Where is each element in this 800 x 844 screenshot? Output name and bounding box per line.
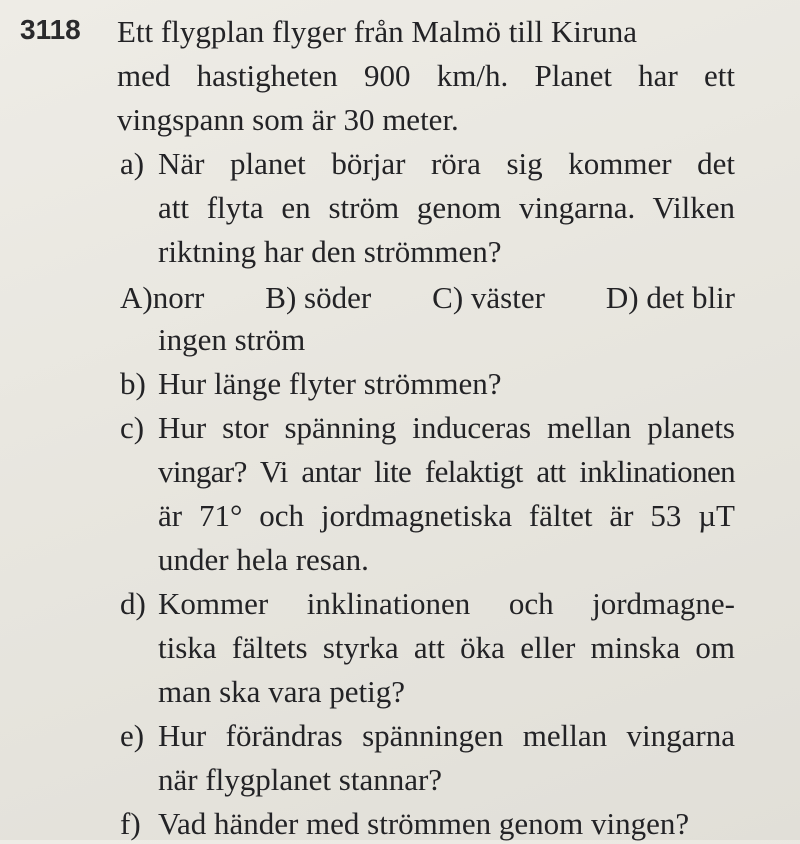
part-e-line-1: Hur förändras spänningen mellan vingarna: [158, 718, 735, 753]
part-d-line-2: tiska fältets styrka att öka eller minska om: [158, 630, 735, 665]
part-a-line-1: När planet börjar röra sig kommer det: [158, 146, 735, 181]
part-e-label: e): [120, 718, 145, 753]
problem-number: 3118: [20, 14, 81, 45]
intro-text-1: Ett flygplan flyger från Malmö till Kiruna: [117, 14, 637, 49]
part-f-line-1: Vad händer med strömmen genom vingen?: [158, 806, 690, 841]
intro-line-2: med hastigheten 900 km/h. Planet har ett: [117, 58, 735, 93]
part-a-options: [120, 278, 735, 318]
part-d-line-3: man ska vara petig?: [158, 674, 406, 709]
part-b-label: b): [120, 366, 146, 401]
option-a: A)norr: [120, 280, 205, 315]
part-e-line-2: när flygplanet stannar?: [158, 762, 443, 797]
part-f-label: f): [120, 806, 141, 841]
option-d: D) det blir: [605, 280, 735, 315]
part-a-line-2: att flyta en ström genom vingarna. Vilken: [158, 190, 735, 225]
part-a-label: a): [120, 146, 145, 181]
part-d-line-1: Kommer inklinationen och jordmagne-: [158, 586, 735, 621]
part-c-line-4: under hela resan.: [158, 542, 369, 577]
part-a-line-3: riktning har den strömmen?: [158, 234, 502, 269]
part-c-line-1: Hur stor spänning induceras mellan planets: [158, 410, 735, 445]
part-c-line-3: är 71° och jordmagnetiska fältet är 53 µT: [158, 498, 735, 533]
part-b-line-1: Hur länge flyter strömmen?: [158, 366, 502, 401]
part-d-label: d): [120, 586, 146, 621]
part-c-label: c): [120, 410, 145, 445]
option-b: B) söder: [265, 280, 372, 315]
option-c: C) väster: [432, 280, 545, 315]
intro-line-3: vingspann som är 30 meter.: [117, 102, 459, 137]
option-d-continuation: ingen ström: [158, 322, 306, 357]
intro-line-1: [117, 12, 735, 52]
part-c-line-2: vingar? Vi antar lite felaktigt att inklinationen: [158, 454, 735, 489]
